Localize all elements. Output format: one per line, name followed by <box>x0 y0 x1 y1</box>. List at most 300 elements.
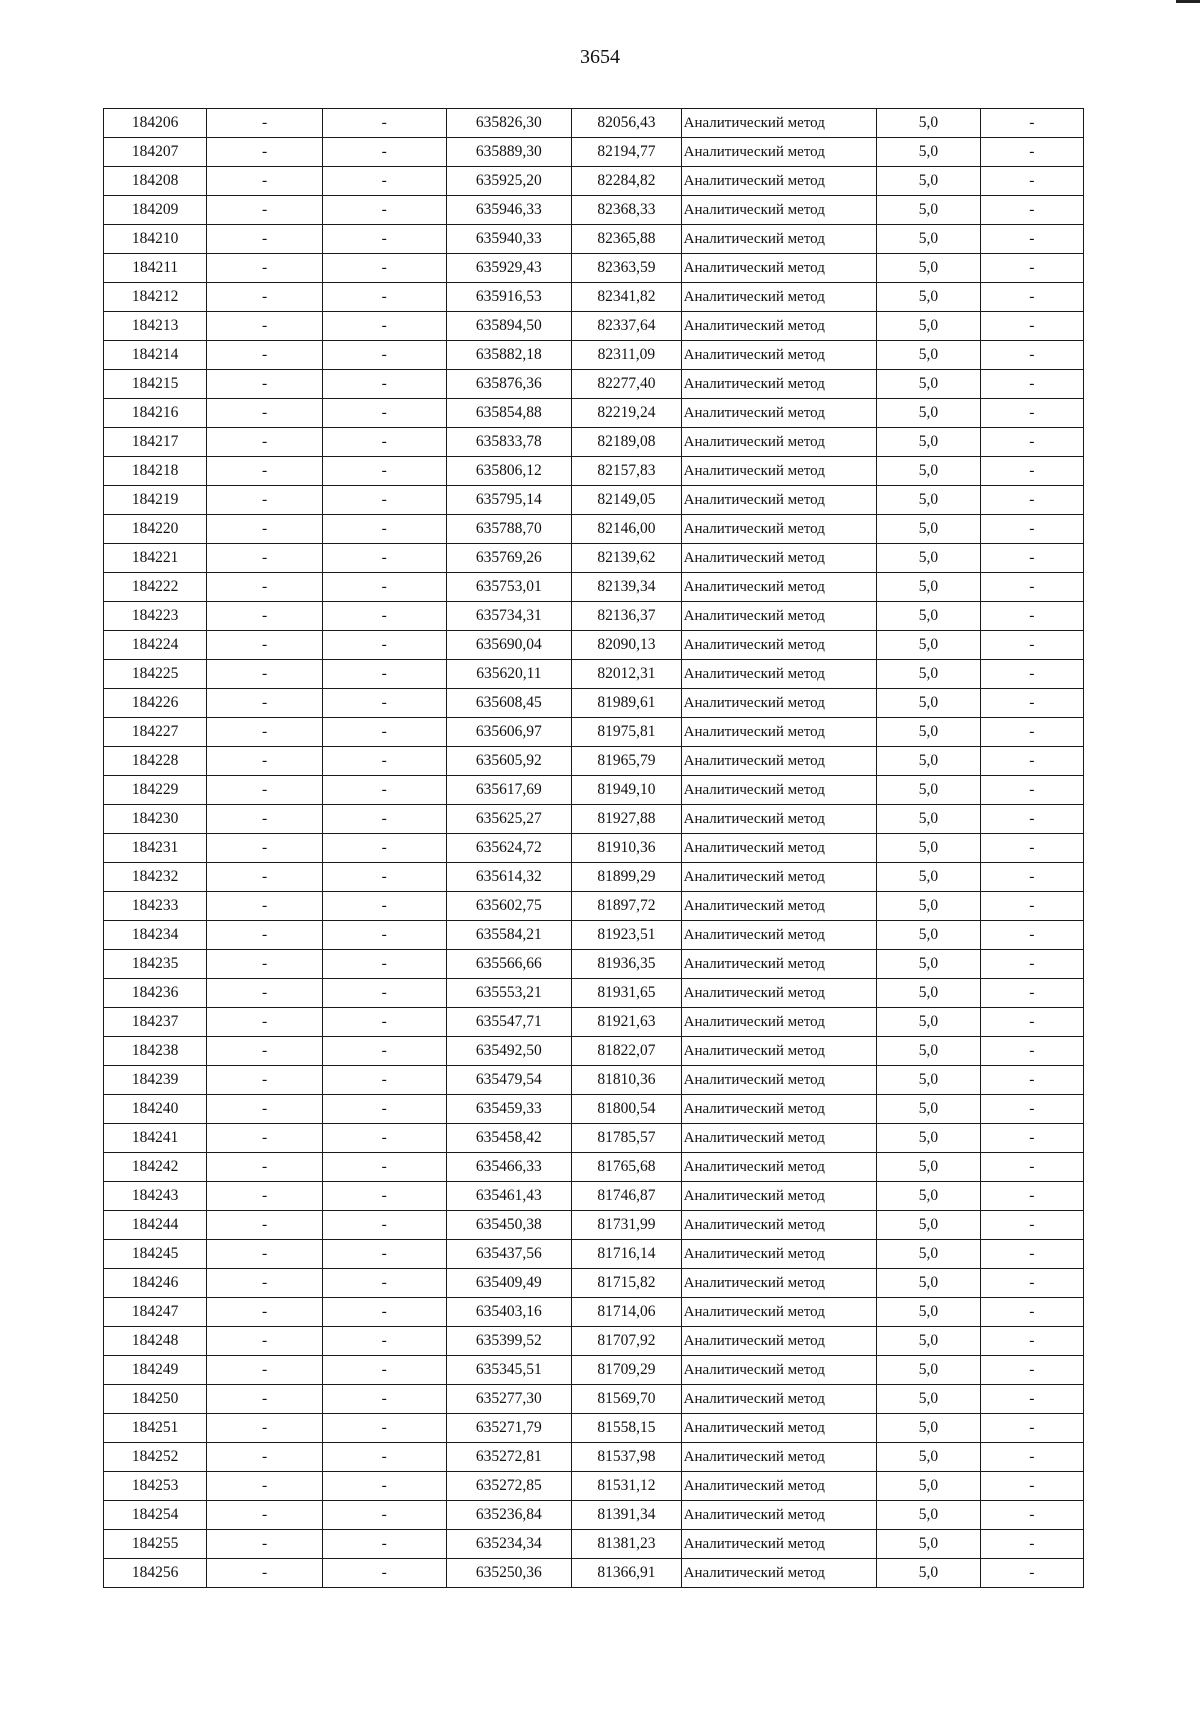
col2-cell: - <box>207 921 323 950</box>
method-cell: Аналитический метод <box>681 486 877 515</box>
table-row <box>104 602 1084 631</box>
x-coordinate-cell: 635929,43 <box>446 254 572 283</box>
col2-cell: - <box>207 1443 323 1472</box>
y-coordinate-cell: 81923,51 <box>572 921 681 950</box>
table-row <box>104 254 1084 283</box>
method-cell: Аналитический метод <box>681 1066 877 1095</box>
table-row <box>104 341 1084 370</box>
table-row <box>104 138 1084 167</box>
col8-cell: - <box>980 1269 1083 1298</box>
method-cell: Аналитический метод <box>681 1501 877 1530</box>
point-id-cell: 184229 <box>104 776 207 805</box>
x-coordinate-cell: 635459,33 <box>446 1095 572 1124</box>
x-coordinate-cell: 635876,36 <box>446 370 572 399</box>
y-coordinate-cell: 81558,15 <box>572 1414 681 1443</box>
col8-cell: - <box>980 863 1083 892</box>
table-row <box>104 863 1084 892</box>
table-row <box>104 1414 1084 1443</box>
table-row <box>104 1356 1084 1385</box>
y-coordinate-cell: 82284,82 <box>572 167 681 196</box>
y-coordinate-cell: 82277,40 <box>572 370 681 399</box>
point-id-cell: 184232 <box>104 863 207 892</box>
table-row <box>104 660 1084 689</box>
x-coordinate-cell: 635409,49 <box>446 1269 572 1298</box>
point-id-cell: 184241 <box>104 1124 207 1153</box>
col8-cell: - <box>980 486 1083 515</box>
point-id-cell: 184228 <box>104 747 207 776</box>
method-cell: Аналитический метод <box>681 1385 877 1414</box>
method-cell: Аналитический метод <box>681 138 877 167</box>
col8-cell: - <box>980 544 1083 573</box>
table-row <box>104 1008 1084 1037</box>
method-cell: Аналитический метод <box>681 979 877 1008</box>
method-cell: Аналитический метод <box>681 196 877 225</box>
col8-cell: - <box>980 1356 1083 1385</box>
accuracy-cell: 5,0 <box>877 312 980 341</box>
x-coordinate-cell: 635826,30 <box>446 109 572 138</box>
col8-cell: - <box>980 660 1083 689</box>
table-row <box>104 1182 1084 1211</box>
x-coordinate-cell: 635925,20 <box>446 167 572 196</box>
table-row <box>104 1327 1084 1356</box>
point-id-cell: 184239 <box>104 1066 207 1095</box>
x-coordinate-cell: 635833,78 <box>446 428 572 457</box>
x-coordinate-cell: 635882,18 <box>446 341 572 370</box>
col3-cell: - <box>322 1240 446 1269</box>
method-cell: Аналитический метод <box>681 834 877 863</box>
x-coordinate-cell: 635916,53 <box>446 283 572 312</box>
point-id-cell: 184223 <box>104 602 207 631</box>
method-cell: Аналитический метод <box>681 1327 877 1356</box>
point-id-cell: 184242 <box>104 1153 207 1182</box>
accuracy-cell: 5,0 <box>877 689 980 718</box>
accuracy-cell: 5,0 <box>877 1153 980 1182</box>
table-row <box>104 312 1084 341</box>
x-coordinate-cell: 635690,04 <box>446 631 572 660</box>
col3-cell: - <box>322 312 446 341</box>
y-coordinate-cell: 81810,36 <box>572 1066 681 1095</box>
point-id-cell: 184251 <box>104 1414 207 1443</box>
accuracy-cell: 5,0 <box>877 1066 980 1095</box>
table-row <box>104 515 1084 544</box>
accuracy-cell: 5,0 <box>877 602 980 631</box>
method-cell: Аналитический метод <box>681 631 877 660</box>
col3-cell: - <box>322 1037 446 1066</box>
accuracy-cell: 5,0 <box>877 109 980 138</box>
y-coordinate-cell: 81936,35 <box>572 950 681 979</box>
accuracy-cell: 5,0 <box>877 225 980 254</box>
y-coordinate-cell: 81531,12 <box>572 1472 681 1501</box>
col3-cell: - <box>322 892 446 921</box>
col8-cell: - <box>980 776 1083 805</box>
method-cell: Аналитический метод <box>681 341 877 370</box>
y-coordinate-cell: 81949,10 <box>572 776 681 805</box>
table-row <box>104 979 1084 1008</box>
y-coordinate-cell: 81391,34 <box>572 1501 681 1530</box>
col2-cell: - <box>207 1037 323 1066</box>
point-id-cell: 184224 <box>104 631 207 660</box>
x-coordinate-cell: 635608,45 <box>446 689 572 718</box>
point-id-cell: 184254 <box>104 1501 207 1530</box>
point-id-cell: 184215 <box>104 370 207 399</box>
method-cell: Аналитический метод <box>681 1153 877 1182</box>
accuracy-cell: 5,0 <box>877 1269 980 1298</box>
y-coordinate-cell: 81746,87 <box>572 1182 681 1211</box>
accuracy-cell: 5,0 <box>877 863 980 892</box>
table-row <box>104 1472 1084 1501</box>
accuracy-cell: 5,0 <box>877 1472 980 1501</box>
method-cell: Аналитический метод <box>681 1037 877 1066</box>
col3-cell: - <box>322 370 446 399</box>
table-row <box>104 1037 1084 1066</box>
y-coordinate-cell: 82149,05 <box>572 486 681 515</box>
col3-cell: - <box>322 1414 446 1443</box>
col2-cell: - <box>207 1211 323 1240</box>
point-id-cell: 184230 <box>104 805 207 834</box>
col3-cell: - <box>322 631 446 660</box>
accuracy-cell: 5,0 <box>877 892 980 921</box>
accuracy-cell: 5,0 <box>877 1501 980 1530</box>
x-coordinate-cell: 635795,14 <box>446 486 572 515</box>
method-cell: Аналитический метод <box>681 747 877 776</box>
col8-cell: - <box>980 399 1083 428</box>
method-cell: Аналитический метод <box>681 1472 877 1501</box>
col3-cell: - <box>322 747 446 776</box>
col8-cell: - <box>980 921 1083 950</box>
y-coordinate-cell: 81975,81 <box>572 718 681 747</box>
col2-cell: - <box>207 660 323 689</box>
col2-cell: - <box>207 196 323 225</box>
point-id-cell: 184245 <box>104 1240 207 1269</box>
col8-cell: - <box>980 196 1083 225</box>
y-coordinate-cell: 81822,07 <box>572 1037 681 1066</box>
accuracy-cell: 5,0 <box>877 399 980 428</box>
point-id-cell: 184234 <box>104 921 207 950</box>
col8-cell: - <box>980 631 1083 660</box>
point-id-cell: 184225 <box>104 660 207 689</box>
method-cell: Аналитический метод <box>681 1356 877 1385</box>
table-row <box>104 747 1084 776</box>
col3-cell: - <box>322 1269 446 1298</box>
point-id-cell: 184206 <box>104 109 207 138</box>
col8-cell: - <box>980 1559 1083 1588</box>
x-coordinate-cell: 635946,33 <box>446 196 572 225</box>
method-cell: Аналитический метод <box>681 892 877 921</box>
y-coordinate-cell: 81537,98 <box>572 1443 681 1472</box>
y-coordinate-cell: 81927,88 <box>572 805 681 834</box>
accuracy-cell: 5,0 <box>877 1008 980 1037</box>
point-id-cell: 184233 <box>104 892 207 921</box>
col8-cell: - <box>980 457 1083 486</box>
y-coordinate-cell: 82090,13 <box>572 631 681 660</box>
col3-cell: - <box>322 689 446 718</box>
col3-cell: - <box>322 863 446 892</box>
y-coordinate-cell: 81731,99 <box>572 1211 681 1240</box>
x-coordinate-cell: 635547,71 <box>446 1008 572 1037</box>
col2-cell: - <box>207 1327 323 1356</box>
x-coordinate-cell: 635345,51 <box>446 1356 572 1385</box>
coordinates-table <box>103 108 1084 1588</box>
col3-cell: - <box>322 1066 446 1095</box>
point-id-cell: 184219 <box>104 486 207 515</box>
col3-cell: - <box>322 167 446 196</box>
col8-cell: - <box>980 1037 1083 1066</box>
accuracy-cell: 5,0 <box>877 254 980 283</box>
accuracy-cell: 5,0 <box>877 428 980 457</box>
accuracy-cell: 5,0 <box>877 370 980 399</box>
accuracy-cell: 5,0 <box>877 573 980 602</box>
accuracy-cell: 5,0 <box>877 1182 980 1211</box>
col8-cell: - <box>980 602 1083 631</box>
col3-cell: - <box>322 486 446 515</box>
col3-cell: - <box>322 1211 446 1240</box>
col3-cell: - <box>322 1385 446 1414</box>
table-row <box>104 950 1084 979</box>
accuracy-cell: 5,0 <box>877 457 980 486</box>
method-cell: Аналитический метод <box>681 1240 877 1269</box>
y-coordinate-cell: 82012,31 <box>572 660 681 689</box>
col8-cell: - <box>980 718 1083 747</box>
table-row <box>104 921 1084 950</box>
table-row <box>104 1211 1084 1240</box>
accuracy-cell: 5,0 <box>877 1240 980 1269</box>
col2-cell: - <box>207 515 323 544</box>
y-coordinate-cell: 81569,70 <box>572 1385 681 1414</box>
point-id-cell: 184248 <box>104 1327 207 1356</box>
y-coordinate-cell: 81931,65 <box>572 979 681 1008</box>
x-coordinate-cell: 635894,50 <box>446 312 572 341</box>
x-coordinate-cell: 635466,33 <box>446 1153 572 1182</box>
col8-cell: - <box>980 312 1083 341</box>
col8-cell: - <box>980 1240 1083 1269</box>
x-coordinate-cell: 635788,70 <box>446 515 572 544</box>
col2-cell: - <box>207 1559 323 1588</box>
col8-cell: - <box>980 1124 1083 1153</box>
col8-cell: - <box>980 428 1083 457</box>
point-id-cell: 184227 <box>104 718 207 747</box>
col3-cell: - <box>322 718 446 747</box>
point-id-cell: 184211 <box>104 254 207 283</box>
col8-cell: - <box>980 225 1083 254</box>
point-id-cell: 184238 <box>104 1037 207 1066</box>
accuracy-cell: 5,0 <box>877 1414 980 1443</box>
col8-cell: - <box>980 138 1083 167</box>
y-coordinate-cell: 81785,57 <box>572 1124 681 1153</box>
point-id-cell: 184209 <box>104 196 207 225</box>
x-coordinate-cell: 635450,38 <box>446 1211 572 1240</box>
accuracy-cell: 5,0 <box>877 1298 980 1327</box>
method-cell: Аналитический метод <box>681 1559 877 1588</box>
table-row <box>104 573 1084 602</box>
table-row <box>104 1240 1084 1269</box>
col2-cell: - <box>207 1095 323 1124</box>
method-cell: Аналитический метод <box>681 1269 877 1298</box>
x-coordinate-cell: 635606,97 <box>446 718 572 747</box>
col8-cell: - <box>980 1472 1083 1501</box>
point-id-cell: 184208 <box>104 167 207 196</box>
col3-cell: - <box>322 573 446 602</box>
accuracy-cell: 5,0 <box>877 979 980 1008</box>
accuracy-cell: 5,0 <box>877 1356 980 1385</box>
x-coordinate-cell: 635272,81 <box>446 1443 572 1472</box>
accuracy-cell: 5,0 <box>877 1327 980 1356</box>
col3-cell: - <box>322 341 446 370</box>
method-cell: Аналитический метод <box>681 544 877 573</box>
point-id-cell: 184236 <box>104 979 207 1008</box>
col2-cell: - <box>207 1472 323 1501</box>
point-id-cell: 184220 <box>104 515 207 544</box>
col3-cell: - <box>322 225 446 254</box>
x-coordinate-cell: 635403,16 <box>446 1298 572 1327</box>
method-cell: Аналитический метод <box>681 1530 877 1559</box>
accuracy-cell: 5,0 <box>877 1095 980 1124</box>
method-cell: Аналитический метод <box>681 660 877 689</box>
col8-cell: - <box>980 1327 1083 1356</box>
y-coordinate-cell: 82341,82 <box>572 283 681 312</box>
point-id-cell: 184216 <box>104 399 207 428</box>
x-coordinate-cell: 635458,42 <box>446 1124 572 1153</box>
col2-cell: - <box>207 1269 323 1298</box>
col2-cell: - <box>207 892 323 921</box>
y-coordinate-cell: 82139,62 <box>572 544 681 573</box>
y-coordinate-cell: 81716,14 <box>572 1240 681 1269</box>
col2-cell: - <box>207 805 323 834</box>
method-cell: Аналитический метод <box>681 1124 877 1153</box>
col3-cell: - <box>322 196 446 225</box>
col8-cell: - <box>980 1008 1083 1037</box>
col2-cell: - <box>207 283 323 312</box>
method-cell: Аналитический метод <box>681 225 877 254</box>
col8-cell: - <box>980 167 1083 196</box>
col2-cell: - <box>207 718 323 747</box>
col3-cell: - <box>322 660 446 689</box>
x-coordinate-cell: 635271,79 <box>446 1414 572 1443</box>
method-cell: Аналитический метод <box>681 457 877 486</box>
x-coordinate-cell: 635250,36 <box>446 1559 572 1588</box>
table-row <box>104 428 1084 457</box>
col8-cell: - <box>980 109 1083 138</box>
accuracy-cell: 5,0 <box>877 515 980 544</box>
col8-cell: - <box>980 1066 1083 1095</box>
y-coordinate-cell: 82368,33 <box>572 196 681 225</box>
col8-cell: - <box>980 1153 1083 1182</box>
table-row <box>104 1443 1084 1472</box>
col2-cell: - <box>207 1124 323 1153</box>
accuracy-cell: 5,0 <box>877 805 980 834</box>
y-coordinate-cell: 82157,83 <box>572 457 681 486</box>
table-row <box>104 718 1084 747</box>
point-id-cell: 184243 <box>104 1182 207 1211</box>
x-coordinate-cell: 635854,88 <box>446 399 572 428</box>
col3-cell: - <box>322 834 446 863</box>
point-id-cell: 184207 <box>104 138 207 167</box>
table-row <box>104 457 1084 486</box>
method-cell: Аналитический метод <box>681 1298 877 1327</box>
x-coordinate-cell: 635624,72 <box>446 834 572 863</box>
point-id-cell: 184246 <box>104 1269 207 1298</box>
method-cell: Аналитический метод <box>681 718 877 747</box>
method-cell: Аналитический метод <box>681 1095 877 1124</box>
col8-cell: - <box>980 1182 1083 1211</box>
col3-cell: - <box>322 1182 446 1211</box>
method-cell: Аналитический метод <box>681 921 877 950</box>
col3-cell: - <box>322 515 446 544</box>
col2-cell: - <box>207 399 323 428</box>
col2-cell: - <box>207 486 323 515</box>
table-row <box>104 1269 1084 1298</box>
x-coordinate-cell: 635602,75 <box>446 892 572 921</box>
col3-cell: - <box>322 1443 446 1472</box>
method-cell: Аналитический метод <box>681 573 877 602</box>
y-coordinate-cell: 81910,36 <box>572 834 681 863</box>
accuracy-cell: 5,0 <box>877 167 980 196</box>
accuracy-cell: 5,0 <box>877 544 980 573</box>
table-row <box>104 834 1084 863</box>
col8-cell: - <box>980 1095 1083 1124</box>
table-row <box>104 1530 1084 1559</box>
col2-cell: - <box>207 341 323 370</box>
col2-cell: - <box>207 138 323 167</box>
col2-cell: - <box>207 950 323 979</box>
col8-cell: - <box>980 892 1083 921</box>
point-id-cell: 184212 <box>104 283 207 312</box>
accuracy-cell: 5,0 <box>877 1385 980 1414</box>
col8-cell: - <box>980 689 1083 718</box>
col2-cell: - <box>207 863 323 892</box>
col3-cell: - <box>322 1008 446 1037</box>
method-cell: Аналитический метод <box>681 776 877 805</box>
col3-cell: - <box>322 399 446 428</box>
method-cell: Аналитический метод <box>681 1211 877 1240</box>
y-coordinate-cell: 82194,77 <box>572 138 681 167</box>
x-coordinate-cell: 635553,21 <box>446 979 572 1008</box>
col8-cell: - <box>980 1414 1083 1443</box>
table-body <box>104 109 1084 1588</box>
method-cell: Аналитический метод <box>681 109 877 138</box>
method-cell: Аналитический метод <box>681 254 877 283</box>
y-coordinate-cell: 81366,91 <box>572 1559 681 1588</box>
x-coordinate-cell: 635753,01 <box>446 573 572 602</box>
x-coordinate-cell: 635399,52 <box>446 1327 572 1356</box>
table-row <box>104 689 1084 718</box>
method-cell: Аналитический метод <box>681 428 877 457</box>
col3-cell: - <box>322 921 446 950</box>
col8-cell: - <box>980 1530 1083 1559</box>
accuracy-cell: 5,0 <box>877 660 980 689</box>
table-row <box>104 370 1084 399</box>
col2-cell: - <box>207 544 323 573</box>
col8-cell: - <box>980 834 1083 863</box>
y-coordinate-cell: 82189,08 <box>572 428 681 457</box>
col2-cell: - <box>207 1066 323 1095</box>
col2-cell: - <box>207 254 323 283</box>
col8-cell: - <box>980 370 1083 399</box>
method-cell: Аналитический метод <box>681 950 877 979</box>
x-coordinate-cell: 635461,43 <box>446 1182 572 1211</box>
col2-cell: - <box>207 370 323 399</box>
x-coordinate-cell: 635605,92 <box>446 747 572 776</box>
col2-cell: - <box>207 167 323 196</box>
table-row <box>104 196 1084 225</box>
col8-cell: - <box>980 1298 1083 1327</box>
method-cell: Аналитический метод <box>681 1414 877 1443</box>
col2-cell: - <box>207 1414 323 1443</box>
point-id-cell: 184237 <box>104 1008 207 1037</box>
y-coordinate-cell: 82311,09 <box>572 341 681 370</box>
point-id-cell: 184244 <box>104 1211 207 1240</box>
accuracy-cell: 5,0 <box>877 776 980 805</box>
col3-cell: - <box>322 805 446 834</box>
